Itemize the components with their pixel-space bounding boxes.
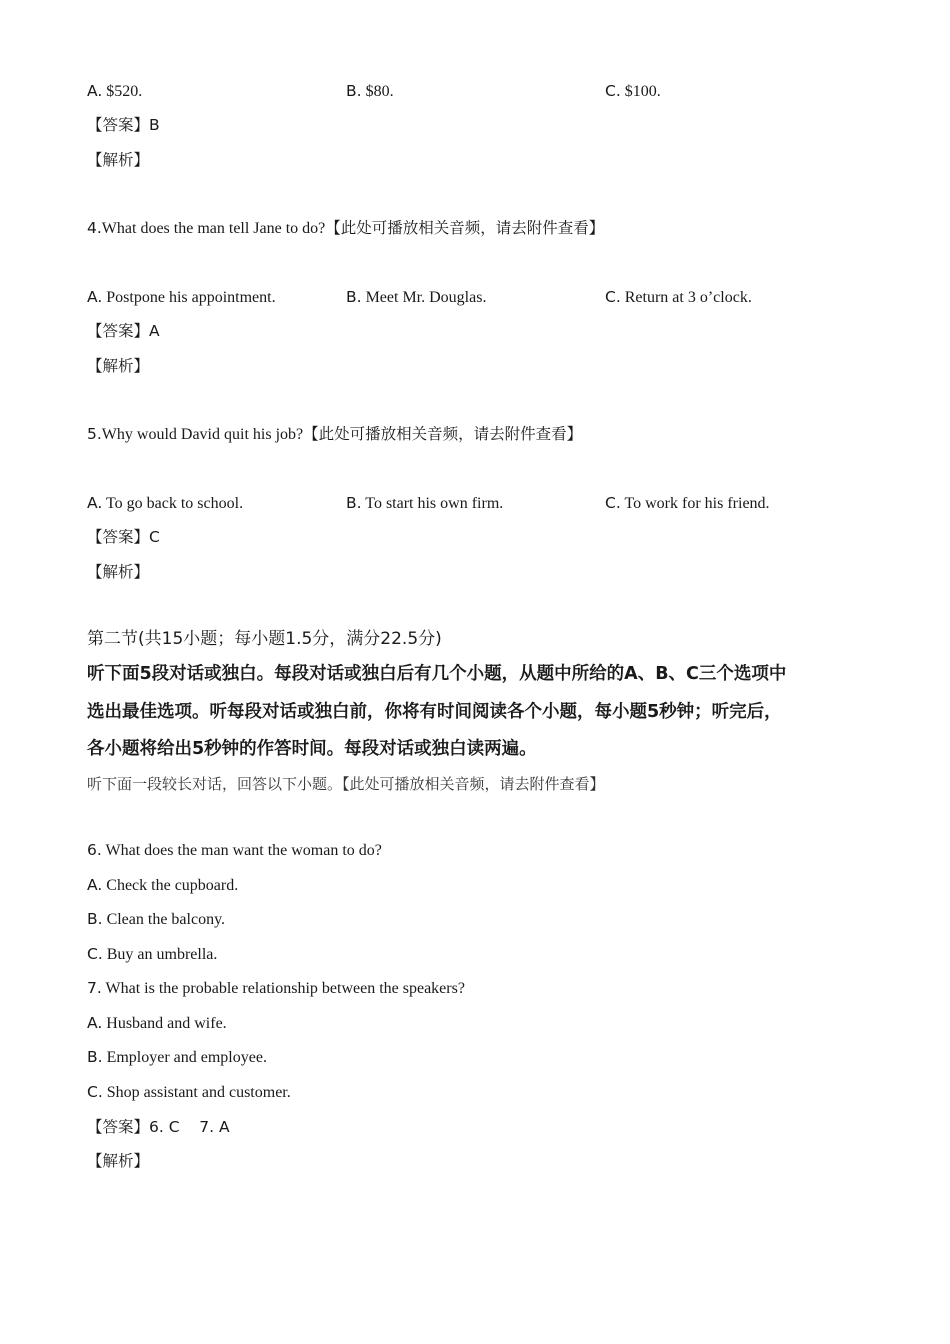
option-label: B. <box>346 82 362 100</box>
option-text: Return at 3 o’clock. <box>624 289 752 306</box>
q4-option-c <box>605 287 752 308</box>
option-text: Meet Mr. Douglas. <box>365 289 487 306</box>
q4-analysis: 【解析】 <box>87 357 150 375</box>
section2-prompt: 听下面一段较长对话，回答以下小题。【此处可播放相关音频，请去附件查看】 <box>87 775 605 793</box>
option-text: To start his own firm. <box>365 495 504 512</box>
question-text: What does the man want the woman to do? <box>105 842 382 859</box>
q4-option-a <box>87 287 276 308</box>
option-text: Husband and wife. <box>106 1015 227 1032</box>
option-label: A. <box>87 82 103 100</box>
q5-question <box>87 424 582 445</box>
option-text: Shop assistant and customer. <box>106 1084 291 1101</box>
question-number: 5. <box>87 425 102 443</box>
q5-option-a <box>87 493 243 514</box>
q3-option-b <box>346 81 394 102</box>
option-label: C. <box>87 1083 103 1101</box>
question-text: What does the man tell Jane to do? <box>101 220 326 237</box>
option-label: B. <box>346 494 362 512</box>
q5-option-b <box>346 493 503 514</box>
option-label: B. <box>87 1048 103 1066</box>
q7-question <box>87 978 465 999</box>
q4-answer: 【答案】A <box>87 322 160 340</box>
audio-note: 【此处可播放相关音频，请去附件查看】 <box>303 425 583 443</box>
q5-analysis: 【解析】 <box>87 563 150 581</box>
q3-option-a <box>87 81 142 102</box>
section2-instruction-line-1: 听下面5段对话或独白。每段对话或独白后有几个小题，从题中所给的A、B、C三个选项中 <box>87 664 787 684</box>
question-number: 7. <box>87 979 102 997</box>
group-analysis: 【解析】 <box>87 1152 150 1170</box>
option-text: Postpone his appointment. <box>106 289 276 306</box>
option-label: A. <box>87 494 103 512</box>
q3-option-c <box>605 81 661 102</box>
option-text: To go back to school. <box>105 495 244 512</box>
section2-heading: 第二节(共15小题；每小题1.5分，满分22.5分) <box>87 629 442 649</box>
question-text: Why would David quit his job? <box>101 426 304 443</box>
question-number: 4. <box>87 219 102 237</box>
section2-instruction-line-2: 选出最佳选项。听每段对话或独白前，你将有时间阅读各个小题，每小题5秒钟；听完后， <box>87 702 782 722</box>
option-text: $520. <box>106 83 143 100</box>
option-label: C. <box>605 494 621 512</box>
q6-option-c <box>87 944 217 965</box>
q6-option-a <box>87 875 238 896</box>
q4-question <box>87 218 604 239</box>
option-label: C. <box>87 945 103 963</box>
option-label: A. <box>87 1014 103 1032</box>
q6-option-b <box>87 909 225 930</box>
q5-answer: 【答案】C <box>87 528 160 546</box>
section2-instruction-line-3: 各小题将给出5秒钟的作答时间。每段对话或独白读两遍。 <box>87 739 537 759</box>
group-answer: 【答案】6. C 7. A <box>87 1118 230 1136</box>
option-text: Check the cupboard. <box>106 877 239 894</box>
question-text: What is the probable relationship between the speakers? <box>105 980 465 997</box>
q5-option-c <box>605 493 770 514</box>
q3-answer: 【答案】B <box>87 116 160 134</box>
option-label: B. <box>87 910 103 928</box>
q6-question <box>87 840 382 861</box>
option-text: To work for his friend. <box>624 495 770 512</box>
q7-option-a <box>87 1013 227 1034</box>
audio-note: 【此处可播放相关音频，请去附件查看】 <box>325 219 605 237</box>
option-text: Clean the balcony. <box>106 911 226 928</box>
option-text: Employer and employee. <box>106 1049 267 1066</box>
q7-option-c <box>87 1082 291 1103</box>
q7-option-b <box>87 1047 267 1068</box>
option-text: $80. <box>365 83 394 100</box>
option-label: C. <box>605 288 621 306</box>
q4-option-b <box>346 287 486 308</box>
option-text: $100. <box>624 83 661 100</box>
option-label: A. <box>87 876 103 894</box>
option-text: Buy an umbrella. <box>106 946 218 963</box>
option-label: B. <box>346 288 362 306</box>
q3-analysis: 【解析】 <box>87 151 150 169</box>
option-label: A. <box>87 288 103 306</box>
question-number: 6. <box>87 841 102 859</box>
option-label: C. <box>605 82 621 100</box>
